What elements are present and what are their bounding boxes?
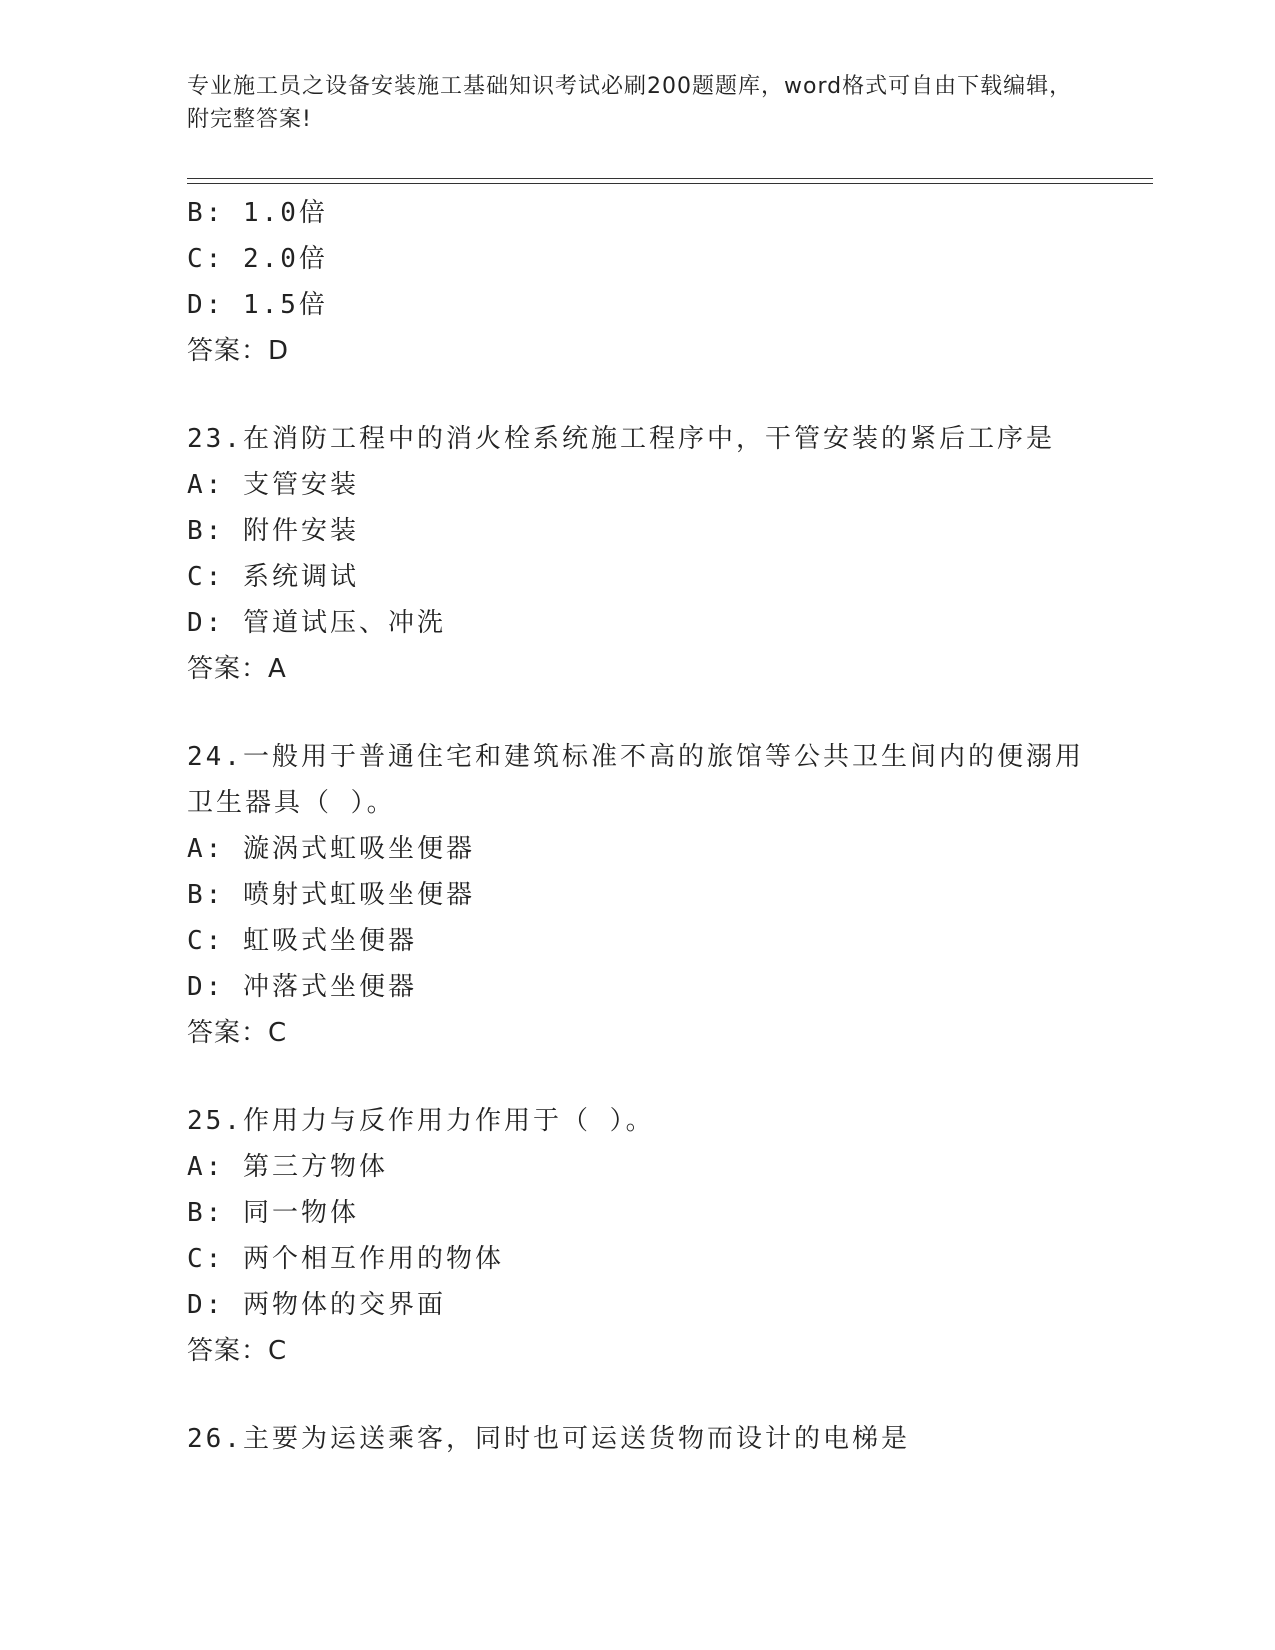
question-stem: 24.一般用于普通住宅和建筑标准不高的旅馆等公共卫生间内的便溺用: [187, 742, 1084, 772]
option-d: D: 两物体的交界面: [187, 1290, 446, 1320]
question-stem-continued: 卫生器具（ ）。: [187, 788, 396, 818]
header-divider-top: [187, 178, 1153, 179]
option-b: B: 喷射式虹吸坐便器: [187, 880, 475, 910]
answer-label: 答案：A: [187, 654, 287, 684]
header-divider-bottom: [187, 183, 1153, 184]
question-stem: 26.主要为运送乘客，同时也可运送货物而设计的电梯是: [187, 1424, 910, 1454]
answer-label: 答案：D: [187, 336, 290, 366]
question-stem: 25.作用力与反作用力作用于（ ）。: [187, 1106, 655, 1136]
answer-label: 答案：C: [187, 1018, 288, 1048]
option-c: C: 2.0倍: [187, 244, 328, 274]
option-d: D: 管道试压、冲洗: [187, 608, 446, 638]
document-header-title: 专业施工员之设备安装施工基础知识考试必刷200题题库，word格式可自由下载编辑，附完整答案!: [187, 74, 1073, 132]
option-d: D: 1.5倍: [187, 290, 328, 320]
option-c: C: 两个相互作用的物体: [187, 1244, 504, 1274]
option-b: B: 1.0倍: [187, 198, 328, 228]
option-c: C: 虹吸式坐便器: [187, 926, 417, 956]
question-stem: 23.在消防工程中的消火栓系统施工程序中，干管安装的紧后工序是: [187, 424, 1055, 454]
answer-label: 答案：C: [187, 1336, 288, 1366]
option-a: A: 支管安装: [187, 470, 359, 500]
option-b: B: 附件安装: [187, 516, 359, 546]
option-a: A: 漩涡式虹吸坐便器: [187, 834, 475, 864]
option-a: A: 第三方物体: [187, 1152, 388, 1182]
option-c: C: 系统调试: [187, 562, 359, 592]
question-content: [187, 190, 1153, 1462]
option-d: D: 冲落式坐便器: [187, 972, 417, 1002]
option-b: B: 同一物体: [187, 1198, 359, 1228]
